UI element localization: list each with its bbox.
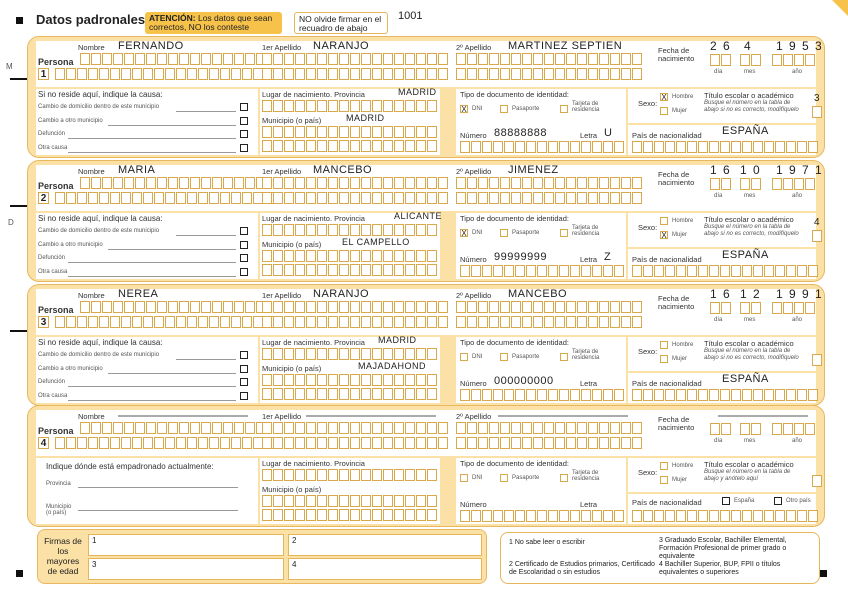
titulo-label: Título escolar o académico: [704, 91, 794, 100]
persona-label: Persona: [38, 181, 74, 191]
lugar-label: Lugar de nacimiento. Provincia: [262, 459, 365, 468]
numero-label: Número: [460, 379, 487, 388]
slot-number: 2: [292, 536, 297, 545]
apellido1-boxes[interactable]: [262, 177, 449, 189]
corner-mark: [16, 570, 23, 577]
pasaporte-label: Pasaporte: [512, 106, 540, 112]
municipio-label: Municipio (o país): [262, 116, 322, 125]
mujer-label: Mujer: [672, 356, 688, 362]
sexo-label: Sexo:: [638, 99, 658, 108]
municipio-boxes-2[interactable]: [262, 388, 438, 400]
pasaporte-checkbox[interactable]: [500, 474, 508, 482]
apellido2-value[interactable]: MANCEBO: [508, 288, 568, 300]
fill-line: [78, 510, 238, 511]
apellido1-boxes-2[interactable]: [262, 68, 449, 80]
numero-label: Número: [460, 255, 487, 264]
nombre-boxes-2[interactable]: [55, 437, 275, 449]
defuncion-label: Defunción: [38, 255, 66, 261]
ano-boxes[interactable]: [772, 54, 816, 66]
mes-label: mes: [744, 438, 756, 444]
otro-pais-checkbox[interactable]: [774, 497, 782, 505]
mujer-checkbox[interactable]: [660, 355, 668, 363]
titulo-legend: [500, 532, 820, 584]
numero-value[interactable]: 000000000: [494, 375, 554, 387]
apellido1-label: 1er Apellido: [262, 43, 302, 52]
mes-boxes[interactable]: [740, 302, 762, 314]
defuncion-checkbox[interactable]: [240, 254, 248, 262]
tipo-doc-label: Tipo de documento de identidad:: [460, 90, 569, 99]
fill-line: [68, 152, 236, 153]
hombre-checkbox[interactable]: [660, 341, 668, 349]
tarjeta-label: Tarjeta de residencia: [572, 349, 600, 361]
causa-label: Si no reside aquí, indique la causa:: [38, 90, 163, 99]
persona-number: 3: [38, 316, 49, 328]
mes-boxes[interactable]: [740, 54, 762, 66]
apellido2-value[interactable]: MARTINEZ SEPTIEN: [508, 40, 623, 52]
numero-label: Número: [460, 500, 487, 509]
mes-label: mes: [744, 317, 756, 323]
hombre-label: Hombre: [672, 94, 694, 100]
persona-number: 2: [38, 192, 49, 204]
persona-label: Persona: [38, 305, 74, 315]
cambio-otro-label: Cambio a otro municipio: [38, 118, 103, 124]
apellido1-guide: [306, 415, 436, 417]
fecha-boxes[interactable]: [710, 54, 732, 66]
mes-value[interactable]: 4: [744, 39, 753, 53]
mes-label: mes: [744, 193, 756, 199]
cambio-dentro-label: Cambio de domicilio dentro de este municipio: [38, 228, 160, 234]
fill-line: [68, 400, 236, 401]
municipio-label: Municipio (o país): [262, 240, 322, 249]
fill-line: [176, 235, 236, 236]
provincia-boxes[interactable]: [262, 469, 438, 481]
apellido2-boxes[interactable]: [456, 177, 643, 189]
corner-mark: [16, 17, 23, 24]
tipo-doc-label: Tipo de documento de identidad:: [460, 338, 569, 347]
pasaporte-label: Pasaporte: [512, 475, 540, 481]
nombre-boxes[interactable]: [80, 301, 267, 313]
legend-item-1: 1 No sabe leer o escribir: [509, 539, 585, 546]
dni-label: DNI: [472, 106, 483, 112]
nombre-guide: [118, 415, 248, 417]
apellido2-label: 2º Apellido: [456, 43, 492, 52]
pasaporte-label: Pasaporte: [512, 230, 540, 236]
fill-line: [176, 111, 236, 112]
dia-value[interactable]: 2 6: [710, 39, 732, 53]
legend-item-2: 2 Certificado de Estudios primarios, Certificado de Escolaridad o sin estudios: [509, 561, 655, 576]
fill-line: [108, 125, 236, 126]
titulo-label: Título escolar o académico: [704, 339, 794, 348]
mes-value[interactable]: 1 0: [740, 163, 762, 177]
municipio-value[interactable]: MAJADAHOND: [358, 361, 427, 371]
provincia-boxes[interactable]: [262, 348, 438, 360]
ano-boxes[interactable]: [772, 302, 816, 314]
letra-label: Letra: [580, 500, 598, 509]
tarjeta-checkbox[interactable]: [560, 353, 568, 361]
ano-boxes[interactable]: [772, 423, 816, 435]
causa-label: Si no reside aquí, indique la causa:: [38, 214, 163, 223]
ano-label: año: [792, 317, 803, 323]
slot-number: 3: [92, 560, 97, 569]
dia-label: día: [714, 69, 723, 75]
apellido1-boxes-2[interactable]: [262, 316, 449, 328]
fill-line: [78, 487, 238, 488]
otra-checkbox[interactable]: [240, 392, 248, 400]
numero-boxes[interactable]: [460, 389, 625, 401]
provincia-boxes[interactable]: [262, 100, 438, 112]
legend-item-3: 3 Graduado Escolar, Bachiller Elemental, Formación Profesional de primer grado o equivalente: [659, 537, 787, 560]
apellido2-boxes[interactable]: [456, 301, 643, 313]
apellido1-value[interactable]: NARANJO: [313, 40, 370, 52]
letra-value[interactable]: U: [604, 127, 613, 139]
tarjeta-checkbox[interactable]: [560, 474, 568, 482]
ano-value[interactable]: 1 9 9 1: [776, 287, 824, 301]
defuncion-checkbox[interactable]: [240, 130, 248, 138]
mes-boxes[interactable]: [740, 178, 762, 190]
persona-number: 1: [38, 68, 49, 80]
fecha-guide: [718, 415, 808, 417]
sexo-label: Sexo:: [638, 347, 658, 356]
nacionalidad-label: País de nacionalidad: [632, 498, 702, 507]
nacionalidad-boxes[interactable]: [632, 265, 819, 277]
numero-value[interactable]: 99999999: [494, 251, 547, 263]
ano-label: año: [792, 438, 803, 444]
nombre-label: Nombre: [78, 167, 105, 176]
fill-line: [68, 262, 236, 263]
ano-label: año: [792, 193, 803, 199]
apellido2-label: 2º Apellido: [456, 412, 492, 421]
corner-fold: [832, 0, 848, 16]
titulo-sub: Busque el número en la tabla de abajo si no es correcto, modifíquelo: [704, 348, 799, 361]
causa-label: Si no reside aquí, indique la causa:: [38, 338, 163, 347]
municipio-boxes-2[interactable]: [262, 509, 438, 521]
espana-label: España: [734, 498, 755, 504]
mujer-checkbox[interactable]: [660, 107, 668, 115]
apellido1-boxes[interactable]: [262, 301, 449, 313]
fecha-boxes[interactable]: [710, 423, 732, 435]
apellido1-boxes-2[interactable]: [262, 437, 449, 449]
apellido1-label: 1er Apellido: [262, 167, 302, 176]
sexo-label: Sexo:: [638, 223, 658, 232]
nombre-value[interactable]: FERNANDO: [118, 40, 184, 52]
page-title: Datos padronales: [36, 12, 146, 27]
provincia-value[interactable]: MADRID: [378, 335, 417, 345]
mujer-checkbox[interactable]: X: [661, 231, 667, 240]
nombre-boxes-2[interactable]: [55, 316, 275, 328]
signature-slot-4[interactable]: [288, 558, 482, 580]
ano-value[interactable]: 1 9 5 3: [776, 39, 824, 53]
hombre-label: Hombre: [672, 463, 694, 469]
nombre-boxes-2[interactable]: [55, 192, 275, 204]
titulo-sub: Busque el número en la tabla de abajo y anótelo aquí: [704, 469, 791, 482]
nacionalidad-boxes[interactable]: [632, 389, 819, 401]
cambio-dentro-checkbox[interactable]: [240, 351, 248, 359]
cambio-otro-label: Cambio a otro municipio: [38, 366, 103, 372]
apellido2-boxes-2[interactable]: [456, 192, 643, 204]
fecha-label: Fecha de nacimiento: [658, 415, 695, 432]
apellido1-value[interactable]: MANCEBO: [313, 164, 373, 176]
signature-slot-2[interactable]: [288, 534, 482, 556]
defuncion-checkbox[interactable]: [240, 378, 248, 386]
cambio-otro-checkbox[interactable]: [240, 117, 248, 125]
slot-number: 4: [292, 560, 297, 569]
cambio-otro-label: Cambio a otro municipio: [38, 242, 103, 248]
hombre-label: Hombre: [672, 218, 694, 224]
apellido2-boxes-2[interactable]: [456, 68, 643, 80]
pasaporte-checkbox[interactable]: [500, 353, 508, 361]
mes-boxes[interactable]: [740, 423, 762, 435]
legend-item-4: 4 Bachiller Superior, BUP, FPII o títulos equivalentes o superiores: [659, 561, 781, 576]
pasaporte-label: Pasaporte: [512, 354, 540, 360]
person-block-3: [27, 284, 825, 406]
apellido1-value[interactable]: NARANJO: [313, 288, 370, 300]
nombre-boxes[interactable]: [80, 53, 267, 65]
numero-label: Número: [460, 131, 487, 140]
dni-checkbox[interactable]: X: [461, 105, 467, 114]
numero-boxes[interactable]: [460, 510, 625, 522]
fecha-boxes[interactable]: [710, 178, 732, 190]
dni-checkbox[interactable]: X: [461, 229, 467, 238]
apellido1-label: 1er Apellido: [262, 291, 302, 300]
mujer-label: Mujer: [672, 108, 688, 114]
nacionalidad-value[interactable]: ESPAÑA: [722, 373, 769, 385]
defuncion-label: Defunción: [38, 131, 66, 137]
titulo-label: Título escolar o académico: [704, 460, 794, 469]
pasaporte-checkbox[interactable]: [500, 105, 508, 113]
nacionalidad-value[interactable]: ESPAÑA: [722, 249, 769, 261]
otra-label: Otra causa: [38, 393, 68, 399]
titulo-value[interactable]: 4: [814, 217, 821, 228]
apellido1-label: 1er Apellido: [262, 412, 302, 421]
municipio-value[interactable]: MADRID: [346, 113, 385, 123]
municipio-value[interactable]: EL CAMPELLO: [342, 237, 410, 247]
nombre-boxes-2[interactable]: [55, 68, 275, 80]
dia-label: día: [714, 317, 723, 323]
apellido2-label: 2º Apellido: [456, 167, 492, 176]
dni-label: DNI: [472, 475, 483, 481]
pasaporte-checkbox[interactable]: [500, 229, 508, 237]
sexo-label: Sexo:: [638, 468, 658, 477]
municipio-boxes-2[interactable]: [262, 140, 438, 152]
municipio-boxes-2[interactable]: [262, 264, 438, 276]
fecha-label: Fecha de nacimiento: [658, 294, 695, 311]
cambio-dentro-checkbox[interactable]: [240, 227, 248, 235]
cambio-otro-checkbox[interactable]: [240, 365, 248, 373]
letra-label: Letra: [580, 379, 598, 388]
dni-checkbox[interactable]: [460, 353, 468, 361]
numero-value[interactable]: 88888888: [494, 127, 547, 139]
mujer-checkbox[interactable]: [660, 476, 668, 484]
tipo-doc-label: Tipo de documento de identidad:: [460, 214, 569, 223]
tarjeta-label: Tarjeta de residencia: [572, 225, 600, 237]
hombre-checkbox[interactable]: [660, 462, 668, 470]
hombre-checkbox[interactable]: X: [661, 93, 667, 102]
apellido2-boxes-2[interactable]: [456, 437, 643, 449]
row-marker: [10, 330, 28, 332]
signatures-box: [37, 529, 487, 584]
municipio-boxes[interactable]: [262, 495, 438, 507]
titulo-label: Título escolar o académico: [704, 215, 794, 224]
signature-slot-3[interactable]: [88, 558, 284, 580]
fecha-label: Fecha de nacimiento: [658, 46, 695, 63]
hombre-checkbox[interactable]: [660, 217, 668, 225]
apellido2-guide: [498, 415, 628, 417]
dni-checkbox[interactable]: [460, 474, 468, 482]
signatures-label: Firmas de los mayores de edad: [44, 536, 82, 576]
nacionalidad-label: País de nacionalidad: [632, 255, 702, 264]
nacionalidad-boxes[interactable]: [632, 141, 819, 153]
tarjeta-checkbox[interactable]: [560, 105, 568, 113]
person-block-2: [27, 160, 825, 282]
letra-value[interactable]: Z: [604, 251, 612, 263]
mujer-label: Mujer: [672, 232, 688, 238]
titulo-box[interactable]: [812, 354, 823, 366]
side-mark-m: M: [6, 62, 13, 71]
titulo-box[interactable]: [812, 106, 823, 118]
nombre-boxes[interactable]: [80, 422, 267, 434]
tipo-doc-label: Tipo de documento de identidad:: [460, 459, 569, 468]
persona-number: 4: [38, 437, 49, 449]
municipio-boxes[interactable]: [262, 126, 438, 138]
fill-line: [108, 373, 236, 374]
otra-checkbox[interactable]: [240, 144, 248, 152]
nacionalidad-label: País de nacionalidad: [632, 379, 702, 388]
sign-reminder: NO olvide firmar en el recuadro de abajo: [294, 12, 388, 34]
titulo-box[interactable]: [812, 230, 823, 242]
titulo-sub: Busque el número en la tabla de abajo si no es correcto, modifíquelo: [704, 224, 799, 237]
otra-checkbox[interactable]: [240, 268, 248, 276]
cambio-otro-checkbox[interactable]: [240, 241, 248, 249]
row-marker: [10, 205, 28, 207]
apellido2-value[interactable]: JIMENEZ: [508, 164, 559, 176]
nacionalidad-label: País de nacionalidad: [632, 131, 702, 140]
municipio-boxes[interactable]: [262, 374, 438, 386]
provincia-label: Provincia: [46, 481, 71, 487]
nombre-value[interactable]: MARIA: [118, 164, 156, 176]
municipio-boxes[interactable]: [262, 250, 438, 262]
nacionalidad-boxes[interactable]: [632, 510, 819, 522]
apellido1-boxes[interactable]: [262, 422, 449, 434]
apellido1-boxes[interactable]: [262, 53, 449, 65]
hombre-label: Hombre: [672, 342, 694, 348]
nacionalidad-value[interactable]: ESPAÑA: [722, 125, 769, 137]
nombre-boxes[interactable]: [80, 177, 267, 189]
lugar-label: Lugar de nacimiento. Provincia: [262, 214, 365, 223]
side-mark-d: D: [8, 218, 14, 227]
dia-label: día: [714, 438, 723, 444]
fecha-label: Fecha de nacimiento: [658, 170, 695, 187]
otra-label: Otra causa: [38, 269, 68, 275]
lugar-label: Lugar de nacimiento. Provincia: [262, 90, 365, 99]
dia-label: día: [714, 193, 723, 199]
ano-value[interactable]: 1 9 7 1: [776, 163, 824, 177]
ano-boxes[interactable]: [772, 178, 816, 190]
ano-label: año: [792, 69, 803, 75]
mujer-label: Mujer: [672, 477, 688, 483]
corner-mark: [820, 570, 827, 577]
mes-value[interactable]: 1 2: [740, 287, 762, 301]
apellido2-boxes[interactable]: [456, 422, 643, 434]
provincia-boxes[interactable]: [262, 224, 438, 236]
letra-label: Letra: [580, 255, 598, 264]
warning-badge: ATENCIÓN: Los datos que sean correctos, NO los conteste: [145, 12, 282, 34]
otro-pais-label: Otro país: [786, 498, 811, 504]
nombre-label: Nombre: [78, 43, 105, 52]
signature-slot-1[interactable]: [88, 534, 284, 556]
nombre-value[interactable]: NEREA: [118, 288, 159, 300]
fill-line: [68, 138, 236, 139]
persona-label: Persona: [38, 57, 74, 67]
dia-value[interactable]: 1 6: [710, 163, 732, 177]
document-number: 1001: [398, 10, 423, 22]
person-block-4: [27, 405, 825, 527]
cambio-dentro-label: Cambio de domicilio dentro de este municipio: [38, 352, 160, 358]
nombre-label: Nombre: [78, 412, 105, 421]
letra-label: Letra: [580, 131, 598, 140]
municipio-pais-label: Municipio (o país): [46, 504, 72, 516]
fecha-boxes[interactable]: [710, 302, 732, 314]
provincia-value[interactable]: ALICANTE: [394, 211, 443, 221]
apellido2-label: 2º Apellido: [456, 291, 492, 300]
fill-line: [176, 359, 236, 360]
titulo-box[interactable]: [812, 475, 823, 487]
dia-value[interactable]: 1 6: [710, 287, 732, 301]
otra-label: Otra causa: [38, 145, 68, 151]
slot-number: 1: [92, 536, 97, 545]
tarjeta-label: Tarjeta de residencia: [572, 101, 600, 113]
nombre-label: Nombre: [78, 291, 105, 300]
numero-boxes[interactable]: [460, 265, 625, 277]
municipio-label: Municipio (o país): [262, 485, 322, 494]
provincia-value[interactable]: MADRID: [398, 87, 437, 97]
dni-label: DNI: [472, 354, 483, 360]
row-marker: [10, 78, 28, 80]
lugar-label: Lugar de nacimiento. Provincia: [262, 338, 365, 347]
apellido2-boxes[interactable]: [456, 53, 643, 65]
tarjeta-checkbox[interactable]: [560, 229, 568, 237]
person-block-1: [27, 36, 825, 158]
fill-line: [68, 276, 236, 277]
titulo-sub: Busque el número en la tabla de abajo si no es correcto, modifíquelo: [704, 100, 799, 113]
cambio-dentro-checkbox[interactable]: [240, 103, 248, 111]
apellido1-boxes-2[interactable]: [262, 192, 449, 204]
defuncion-label: Defunción: [38, 379, 66, 385]
titulo-value[interactable]: 3: [814, 93, 821, 104]
empadronado-label: Indique dónde está empadronado actualmente:: [46, 462, 214, 471]
numero-boxes[interactable]: [460, 141, 625, 153]
fill-line: [108, 249, 236, 250]
persona-label: Persona: [38, 426, 74, 436]
apellido2-boxes-2[interactable]: [456, 316, 643, 328]
mes-label: mes: [744, 69, 756, 75]
fill-line: [68, 386, 236, 387]
cambio-dentro-label: Cambio de domicilio dentro de este municipio: [38, 104, 160, 110]
espana-checkbox[interactable]: [722, 497, 730, 505]
municipio-label: Municipio (o país): [262, 364, 322, 373]
tarjeta-label: Tarjeta de residencia: [572, 470, 600, 482]
dni-label: DNI: [472, 230, 483, 236]
